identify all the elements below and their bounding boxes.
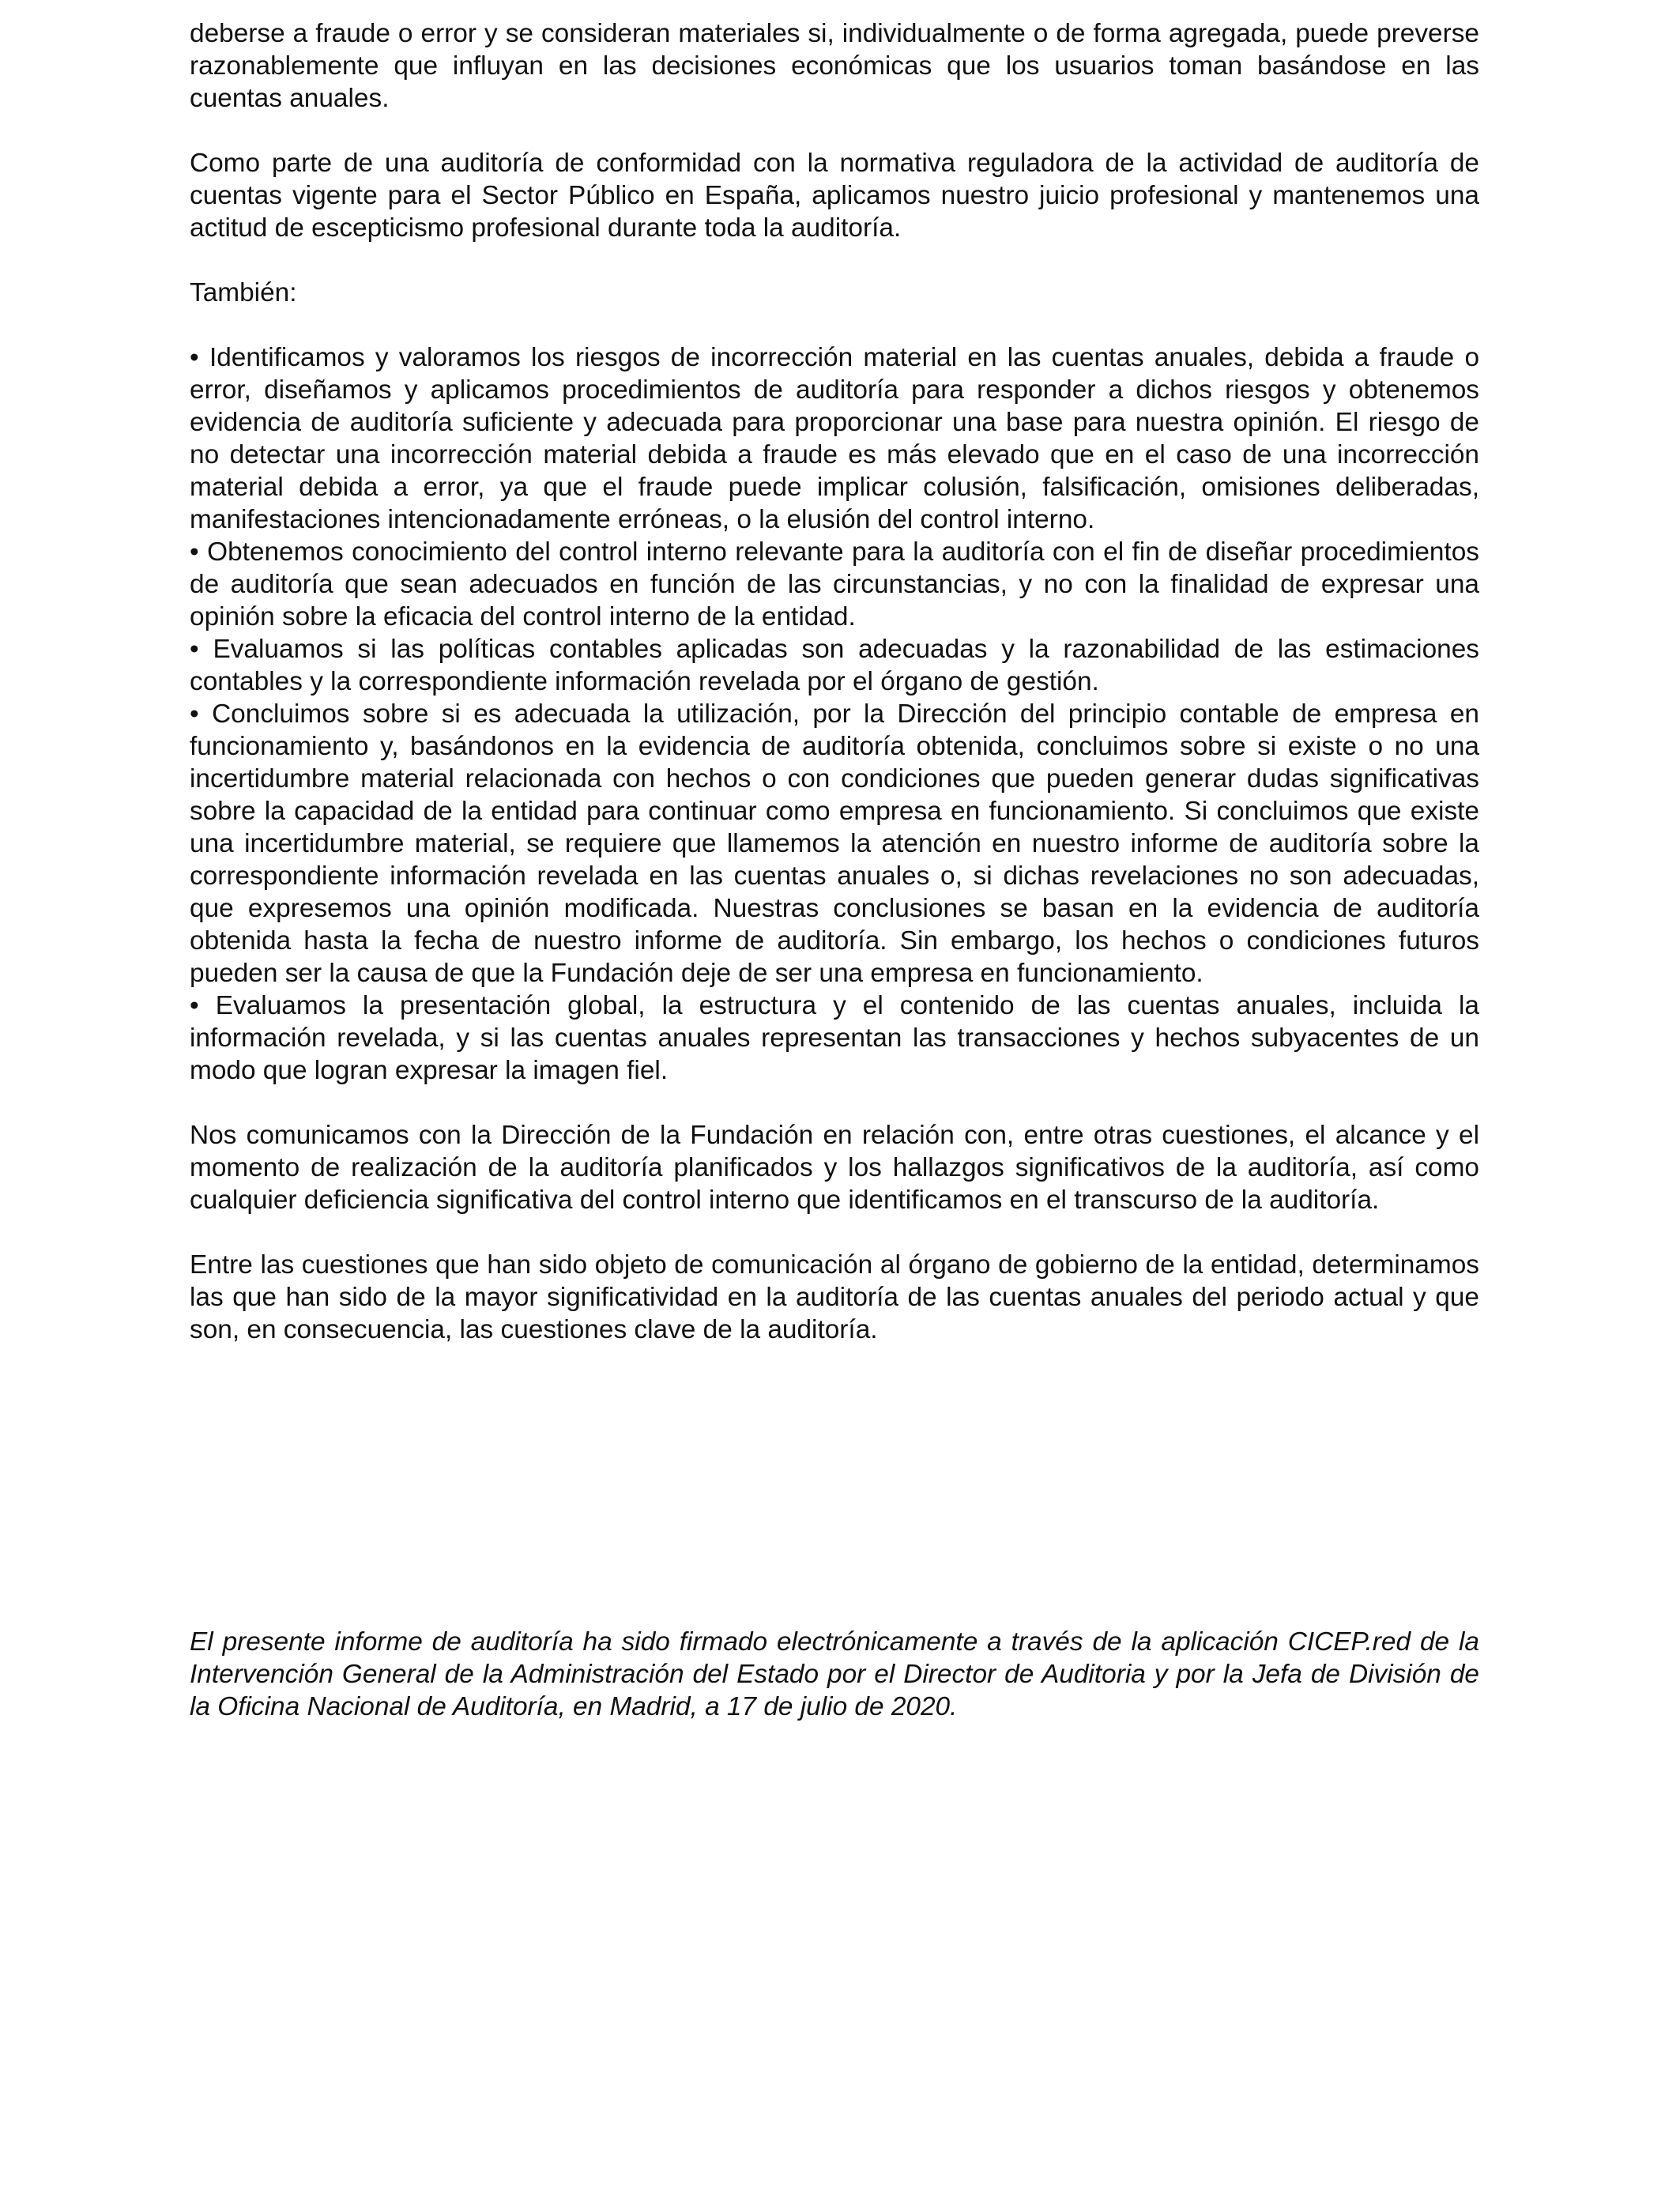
spacer (190, 244, 1479, 277)
list-item (190, 990, 1479, 1087)
spacer (190, 1216, 1479, 1249)
spacer (190, 1087, 1479, 1119)
spacer (190, 309, 1479, 341)
list-item-text: Obtenemos conocimiento del control interno relevante para la auditoría con el fin de diseñar procedimientos de auditoría que sean adecuados en función de las circunstancias, y no con la finalidad de expresar una opinión sobre la eficacia del control interno de la entidad. (190, 537, 1479, 631)
list-item-text: Evaluamos si las políticas contables aplicadas son adecuadas y la razonabilidad de las estimaciones contables y la correspondiente información revelada por el órgano de gestión. (190, 635, 1480, 696)
paragraph-professional-judgement: Como parte de una auditoría de conformidad con la normativa reguladora de la actividad de auditoría de cuentas vigente para el Sector Público en España, aplicamos nuestro juicio profesional y mantenemos una actitud de escepticismo profesional durante toda la auditoría. (190, 149, 1479, 243)
list-item (190, 698, 1479, 990)
list-item-text: Concluimos sobre si es adecuada la utilización, por la Dirección del principio contable de empresa en funcionamiento y, basándonos en la evidencia de auditoría obtenida, concluimos sobre si existe o no una incertidumbre material relacionada con hechos o con condiciones que pueden generar dudas significativas sobre la capacidad de la entidad para continuar como empresa en funcionamiento. Si concluimos que existe una incertidumbre material, se requiere que llamemos la atención en nuestro informe de auditoría sobre la correspondiente información revelada en las cuentas anuales o, si dichas revelaciones no son adecuadas, que expresemos una opinión modificada. Nuestras conclusiones se basan en la evidencia de auditoría obtenida hasta la fecha de nuestro informe de auditoría. Sin embargo, los hechos o condiciones futuros pueden ser la causa de que la Fundación deje de ser una empresa en funcionamiento. (190, 699, 1479, 988)
bullet-icon: • (190, 343, 199, 372)
list-item (190, 536, 1479, 633)
list-item-text: Evaluamos la presentación global, la estructura y el contenido de las cuentas anuales, incluida la información revelada, y si las cuentas anuales representan las transacciones y hechos subyacentes de un modo que logran expresar la imagen fiel. (190, 991, 1479, 1085)
spacer (190, 115, 1479, 147)
paragraph-communication: Nos comunicamos con la Dirección de la Fundación en relación con, entre otras cuestiones, el alcance y el momento de realización de la auditoría planificados y los hallazgos significativos de la auditoría, así como cualquier deficiencia significativa del control interno que identificamos en el transcurso de la auditoría. (190, 1121, 1479, 1215)
bullet-icon: • (190, 537, 199, 567)
list-item (190, 633, 1479, 698)
list-item (190, 341, 1479, 536)
paragraph-key-matters: Entre las cuestiones que han sido objeto de comunicación al órgano de gobierno de la entidad, determinamos las que han sido de la mayor significatividad en la auditoría de las cuentas anuales del periodo actual y que son, en consecuencia, las cuestiones clave de la auditoría. (190, 1250, 1479, 1344)
also-label: También: (190, 278, 297, 307)
list-item-text: Identificamos y valoramos los riesgos de incorrección material en las cuentas anuales, debida a fraude o error, diseñamos y aplicamos procedimientos de auditoría para responder a dichos riesgos y obtenemos evidencia de auditoría suficiente y adecuada para proporcionar una base para nuestra opinión. El riesgo de no detectar una incorrección material debida a fraude es más elevado que en el caso de una incorrección material debida a error, ya que el fraude puede implicar colusión, falsificación, omisiones deliberadas, manifestaciones intencionadamente erróneas, o la elusión del control interno. (190, 343, 1480, 534)
bullet-icon: • (190, 635, 199, 664)
bullet-icon: • (190, 991, 199, 1020)
paragraph-materiality: deberse a fraude o error y se consideran materiales si, individualmente o de forma agregada, puede preverse razonablemente que influyan en las decisiones económicas que los usuarios toman basándose en las cuentas anuales. (190, 19, 1479, 113)
bullet-icon: • (190, 699, 199, 729)
electronic-signature-note: El presente informe de auditoría ha sido firmado electrónicamente a través de la aplicación CICEP.red de la Intervención General de la Administración del Estado por el Director de Auditoria y por la Jefa de División de la Oficina Nacional de Auditoría, en Madrid, a 17 de julio de 2020. (190, 1627, 1479, 1721)
audit-procedures-list (190, 341, 1479, 1087)
document-body (190, 17, 1479, 1346)
